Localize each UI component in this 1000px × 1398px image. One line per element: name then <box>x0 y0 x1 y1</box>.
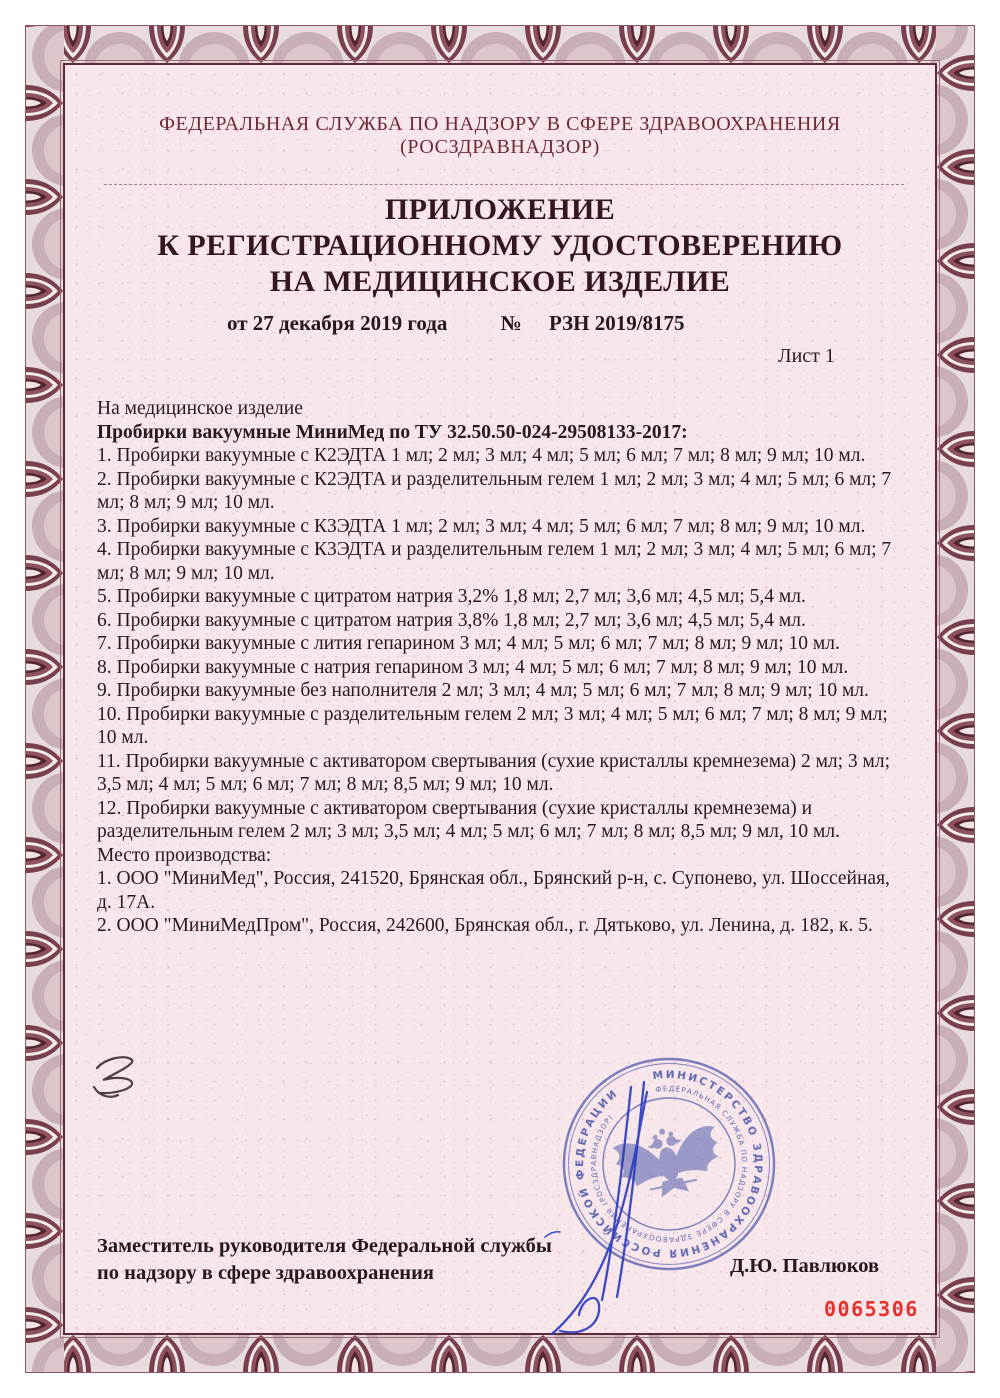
issue-date-prefix: от <box>227 311 248 335</box>
signatory-title-line1: Заместитель руководителя Федеральной службы <box>97 1235 552 1257</box>
document-title-line3: НА МЕДИЦИНСКОЕ ИЗДЕЛИЕ <box>269 265 731 298</box>
document-body <box>97 397 903 938</box>
product-item: 4. Пробирки вакуумные с К3ЭДТА и разделительным гелем 1 мл; 2 мл; 3 мл; 4 мл; 5 мл; 6 мл; 7 мл; 8 мл; 9 мл; 10 мл. <box>97 539 892 584</box>
product-item: 9. Пробирки вакуумные без наполнителя 2 мл; 3 мл; 4 мл; 5 мл; 6 мл; 7 мл; 8 мл; 9 мл; 10 мл. <box>97 680 869 701</box>
signatory-title <box>97 1233 552 1287</box>
sheet-number: Лист 1 <box>778 345 835 367</box>
document-title-line2: К РЕГИСТРАЦИОННОМУ УДОСТОВЕРЕНИЮ <box>157 229 843 262</box>
signatory-name: Д.Ю. Павлюков <box>730 1255 880 1277</box>
document-title <box>65 192 935 300</box>
product-item: 7. Пробирки вакуумные с лития гепарином 3 мл; 4 мл; 5 мл; 6 мл; 7 мл; 8 мл; 9 мл; 10 мл. <box>97 633 840 654</box>
production-site: 1. ООО "МиниМед", Россия, 241520, Брянская обл., Брянский р-н, с. Супонево, ул. Шоссейная, д. 17А. <box>97 868 890 913</box>
product-item: 10. Пробирки вакуумные с разделительным гелем 2 мл; 3 мл; 4 мл; 5 мл; 6 мл; 7 мл; 8 мл; 9 мл; 10 мл. <box>97 703 888 748</box>
header-divider <box>104 184 904 185</box>
number-sign: № <box>500 311 522 335</box>
product-item: 5. Пробирки вакуумные с цитратом натрия 3,2% 1,8 мл; 2,7 мл; 3,6 мл; 4,5 мл; 5,4 мл. <box>97 586 806 607</box>
production-site: 2. ООО "МиниМедПром", Россия, 242600, Брянская обл., г. Дятьково, ул. Ленина, д. 182, к. 5. <box>97 915 873 936</box>
production-heading: Место производства: <box>97 844 272 866</box>
registration-number: РЗН 2019/8175 <box>548 311 685 335</box>
product-item: 6. Пробирки вакуумные с цитратом натрия 3,8% 1,8 мл; 2,7 мл; 3,6 мл; 4,5 мл; 5,4 мл. <box>97 609 806 631</box>
double-headed-eagle-icon <box>611 1118 727 1205</box>
stamp-inner-ring-text: ФЕДЕРАЛЬНАЯ СЛУЖБА ПО НАДЗОРУ В СФЕРЕ ЗДРАВООХРАНЕНИЯ (РОСЗДРАВНАДЗОР) <box>588 1083 750 1245</box>
roszdravnadzor-stamp-icon <box>531 1026 806 1301</box>
product-item: 2. Пробирки вакуумные с К2ЭДТА и разделительным гелем 1 мл; 2 мл; 3 мл; 4 мл; 5 мл; 6 мл; 7 мл; 8 мл; 9 мл; 10 мл. <box>97 468 892 513</box>
signatory-title-line2: по надзору в сфере здравоохранения <box>97 1262 435 1284</box>
issue-line <box>227 311 685 336</box>
product-item: 8. Пробирки вакуумные с натрия гепарином 3 мл; 4 мл; 5 мл; 6 мл; 7 мл; 8 мл; 9 мл; 10 мл. <box>97 656 849 678</box>
product-item: 12. Пробирки вакуумные с активатором свертывания (сухие кристаллы кремнезема) и разделительным гелем 2 мл; 3 мл; 3,5 мл; 4 мл; 5 мл; 6 мл; 7 мл; 8 мл; 8,5 мл; 9 мл, 10 мл. <box>97 797 840 842</box>
agency-name <box>65 113 935 159</box>
product-item: 3. Пробирки вакуумные с К3ЭДТА 1 мл; 2 мл; 3 мл; 4 мл; 5 мл; 6 мл; 7 мл; 8 мл; 9 мл; 10 мл. <box>97 515 866 537</box>
product-item: 11. Пробирки вакуумные с активатором свертывания (сухие кристаллы кремнезема) 2 мл; 3 мл; 3,5 мл; 4 мл; 5 мл; 6 мл; 7 мл; 8 мл; 8,5 мл; 9 мл; 10 мл. <box>97 750 891 795</box>
agency-name-line2: (РОСЗДРАВНАДЗОР) <box>400 136 600 158</box>
form-number: 0065306 <box>824 1297 919 1321</box>
stamp-outer-ring-text: МИНИСТЕРСТВО ЗДРАВООХРАНЕНИЯ РОССИЙСКОЙ ФЕДЕРАЦИИ <box>573 1068 765 1260</box>
intro-line: На медицинское изделие <box>97 398 303 419</box>
document-title-line1: ПРИЛОЖЕНИЕ <box>384 193 616 226</box>
issue-date: 27 декабря 2019 года <box>252 311 448 335</box>
agency-name-line1: ФЕДЕРАЛЬНАЯ СЛУЖБА ПО НАДЗОРУ В СФЕРЕ ЗДРАВООХРАНЕНИЯ <box>159 113 841 135</box>
product-item: 1. Пробирки вакуумные с К2ЭДТА 1 мл; 2 мл; 3 мл; 4 мл; 5 мл; 6 мл; 7 мл; 8 мл; 9 мл; 10 мл. <box>97 445 866 466</box>
product-title: Пробирки вакуумные МиниМед по ТУ 32.50.50-024-29508133-2017: <box>97 421 688 443</box>
